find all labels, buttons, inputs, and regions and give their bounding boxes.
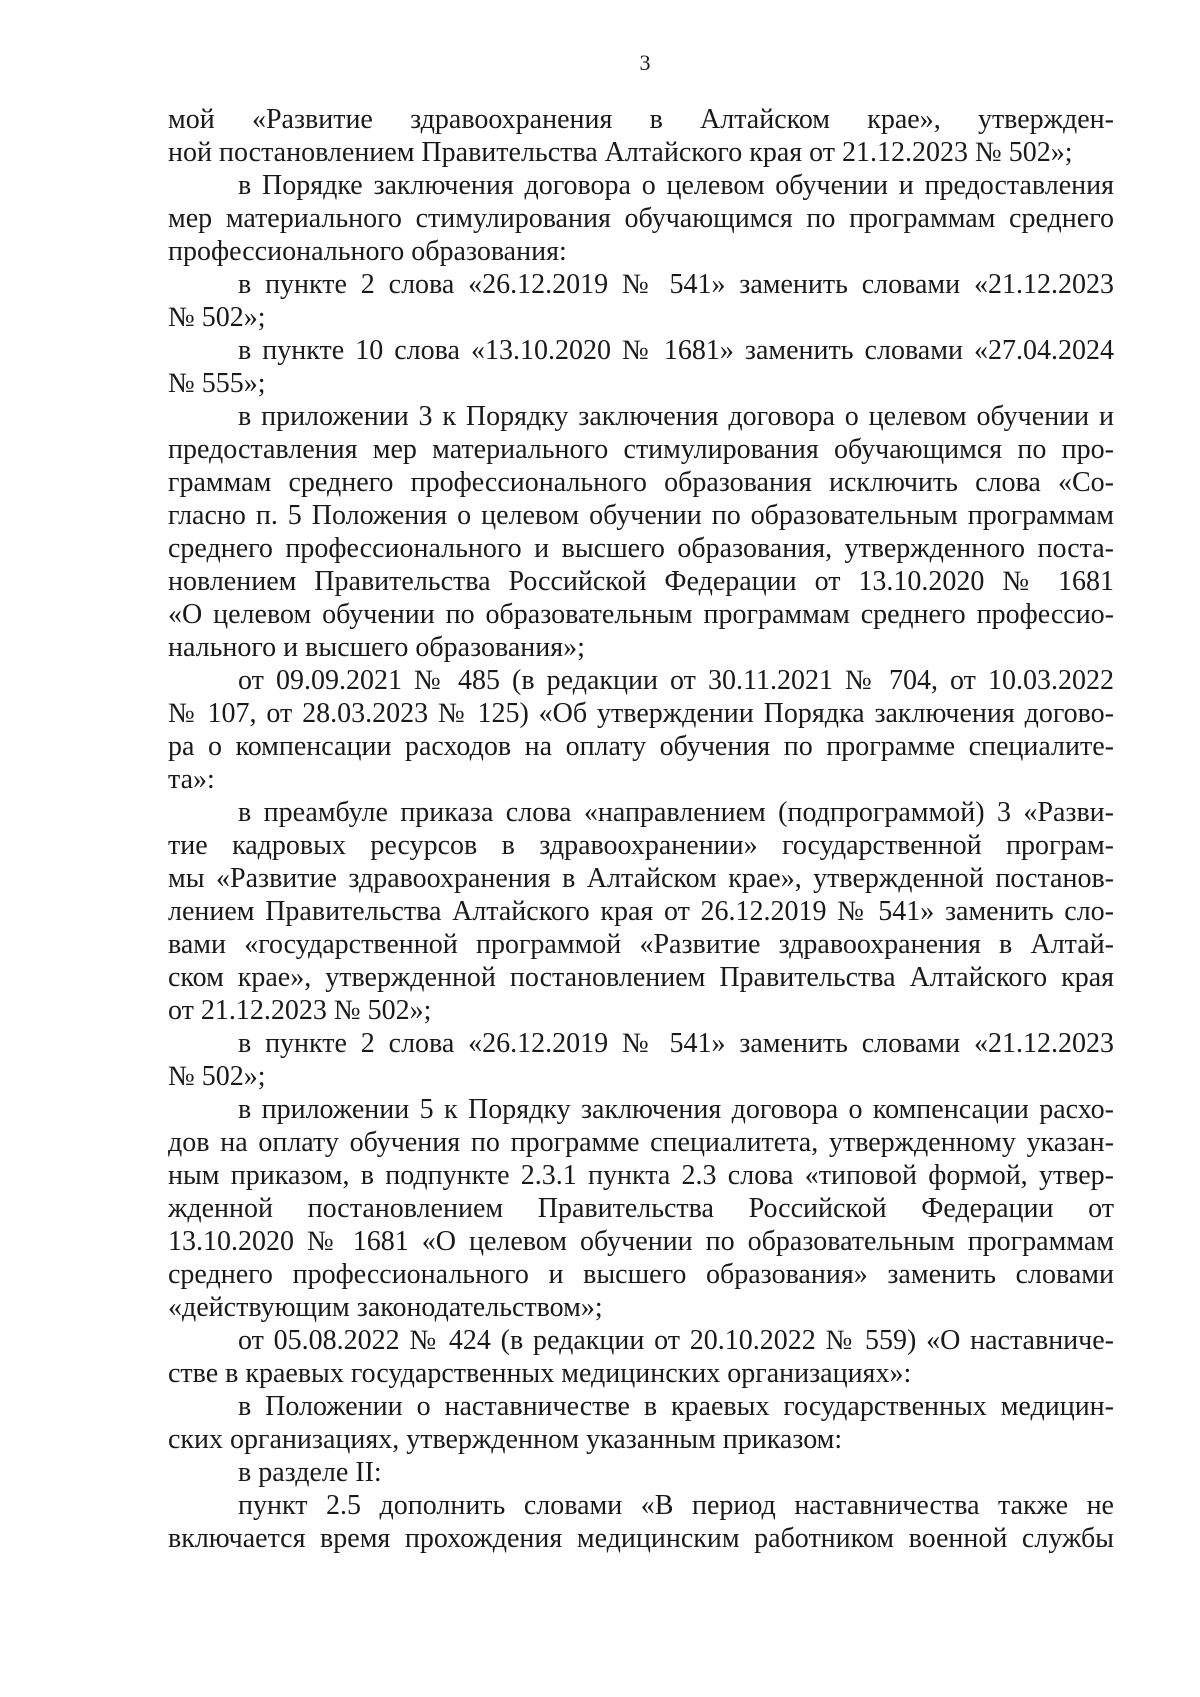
text-line: ной постановлением Правительства Алтайского края от 21.12.2023 № 502»;	[168, 137, 1073, 168]
text-line: от 21.12.2023 № 502»;	[168, 995, 432, 1026]
text-line: «действующим законодательством»;	[168, 1292, 603, 1323]
text-line: 13.10.2020 № 1681 «О целевом обучении по образовательным программам	[168, 1226, 1114, 1257]
text-line: в Положении о наставничестве в краевых государственных медицин-	[238, 1391, 1114, 1422]
text-line: жденной постановлением Правительства Российской Федерации от	[168, 1193, 1114, 1224]
document-body	[168, 103, 1114, 1555]
text-line: от 05.08.2022 № 424 (в редакции от 20.10.2022 № 559) «О наставниче-	[238, 1325, 1114, 1356]
text-line: в пункте 10 слова «13.10.2020 № 1681» заменить словами «27.04.2024	[238, 335, 1114, 366]
text-line: «О целевом обучении по образовательным программам среднего профессио-	[168, 599, 1114, 630]
text-line: новлением Правительства Российской Федерации от 13.10.2020 № 1681	[168, 566, 1114, 597]
text-line: в Порядке заключения договора о целевом обучении и предоставления	[238, 170, 1114, 201]
text-line: граммам среднего профессионального образования исключить слова «Со-	[168, 467, 1114, 498]
text-line: в пункте 2 слова «26.12.2019 № 541» заменить словами «21.12.2023	[238, 269, 1114, 300]
text-line: среднего профессионального и высшего образования, утвержденного поста-	[168, 533, 1114, 564]
text-line: дов на оплату обучения по программе специалитета, утвержденному указан-	[168, 1127, 1114, 1158]
text-line: мер материального стимулирования обучающимся по программам среднего	[168, 203, 1114, 234]
text-line: в пункте 2 слова «26.12.2019 № 541» заменить словами «21.12.2023	[238, 1028, 1114, 1059]
text-line: мой «Развитие здравоохранения в Алтайском крае», утвержден-	[168, 104, 1114, 135]
text-line: № 555»;	[168, 368, 266, 399]
text-line: № 502»;	[168, 1061, 266, 1092]
text-line: лением Правительства Алтайского края от 26.12.2019 № 541» заменить сло-	[168, 896, 1114, 927]
text-line: среднего профессионального и высшего образования» заменить словами	[168, 1259, 1114, 1290]
text-line: в приложении 5 к Порядку заключения договора о компенсации расхо-	[238, 1094, 1114, 1125]
text-line: в приложении 3 к Порядку заключения договора о целевом обучении и	[238, 401, 1114, 432]
text-line: ских организациях, утвержденном указанным приказом:	[168, 1424, 843, 1455]
text-line: мы «Развитие здравоохранения в Алтайском крае», утвержденной постанов-	[168, 863, 1114, 894]
text-line: стве в краевых государственных медицинских организациях»:	[168, 1358, 912, 1389]
text-line: ском крае», утвержденной постановлением Правительства Алтайского края	[168, 962, 1114, 993]
text-line: в разделе II:	[238, 1457, 382, 1488]
text-line: № 502»;	[168, 302, 266, 333]
text-line: от 09.09.2021 № 485 (в редакции от 30.11.2021 № 704, от 10.03.2022	[238, 665, 1114, 696]
text-line: предоставления мер материального стимулирования обучающимся по про-	[168, 434, 1114, 465]
text-line: та»:	[168, 764, 215, 795]
text-line: тие кадровых ресурсов в здравоохранении» государственной програм-	[168, 830, 1114, 861]
text-line: ра о компенсации расходов на оплату обучения по программе специалите-	[168, 731, 1114, 762]
text-line: профессионального образования:	[168, 236, 567, 267]
text-line: нального и высшего образования»;	[168, 632, 585, 663]
text-line: вами «государственной программой «Развитие здравоохранения в Алтай-	[168, 929, 1114, 960]
text-line: включается время прохождения медицинским работником военной службы	[168, 1523, 1114, 1554]
text-line: № 107, от 28.03.2023 № 125) «Об утверждении Порядка заключения догово-	[168, 698, 1114, 729]
page-number: 3	[639, 50, 651, 75]
text-line: ным приказом, в подпункте 2.3.1 пункта 2.3 слова «типовой формой, утвер-	[168, 1160, 1114, 1191]
text-line: в преамбуле приказа слова «направлением (подпрограммой) 3 «Разви-	[238, 797, 1114, 828]
text-line: пункт 2.5 дополнить словами «В период наставничества также не	[238, 1490, 1114, 1521]
text-line: гласно п. 5 Положения о целевом обучении по образовательным программам	[168, 500, 1114, 531]
